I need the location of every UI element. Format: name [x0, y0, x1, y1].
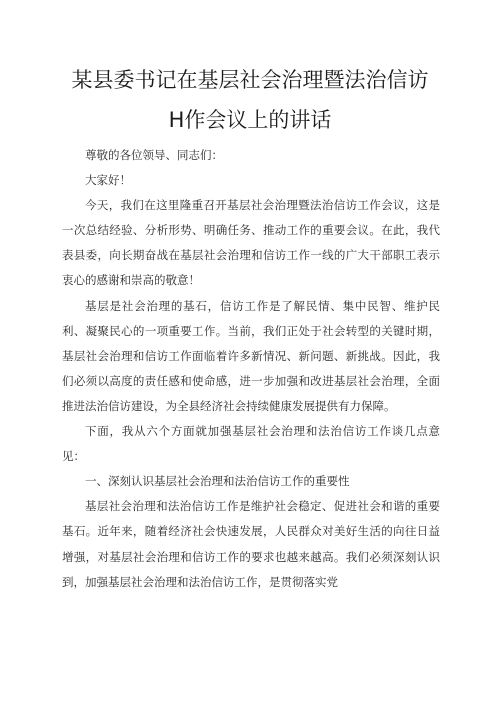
paragraph-opening: 今天，我们在这里隆重召开基层社会治理暨法治信访工作会议，这是一次总结经验、分析形势、明确任务、推动工作的重要会议。在此，我代表县委，向长期奋战在基层社会治理和信访工作一线的广大干部职工表示衷心的感谢和崇高的敬意！ [62, 198, 440, 288]
greeting: 大家好！ [85, 173, 131, 188]
section-1-paragraph: 基层社会治理和法治信访工作是维护社会稳定、促进社会和谐的重要基石。近年来，随着经济社会快速发展，人民群众对美好生活的向往日益增强，对基层社会治理和信访工作的要求也越来越高。我们必须深刻认识到，加强基层社会治理和法治信访工作，是贯彻落实党 [62, 499, 440, 589]
document-title-line-2: H作会议上的讲话 [168, 108, 332, 132]
document-body [62, 143, 440, 595]
salutation: 尊敬的各位领导、同志们： [85, 148, 223, 162]
paragraph-context: 基层是社会治理的基石，信访工作是了解民情、集中民智、维护民利、凝聚民心的一项重要工作。当前，我们正处于社会转型的关键时期，基层社会治理和信访工作面临着许多新情况、新问题、新挑战。因此，我们必须以高度的责任感和使命感，进一步加强和改进基层社会治理，全面推进法治信访建设，为全县经济社会持续健康发展提供有力保障。 [62, 298, 440, 413]
section-1-heading: 一、深刻认识基层社会治理和法治信访工作的重要性 [85, 474, 350, 489]
document-title-line-1: 某县委书记在基层社会治理暨法治信访 [71, 68, 429, 92]
paragraph-outline: 下面，我从六个方面就加强基层社会治理和法治信访工作谈几点意见： [62, 424, 440, 464]
